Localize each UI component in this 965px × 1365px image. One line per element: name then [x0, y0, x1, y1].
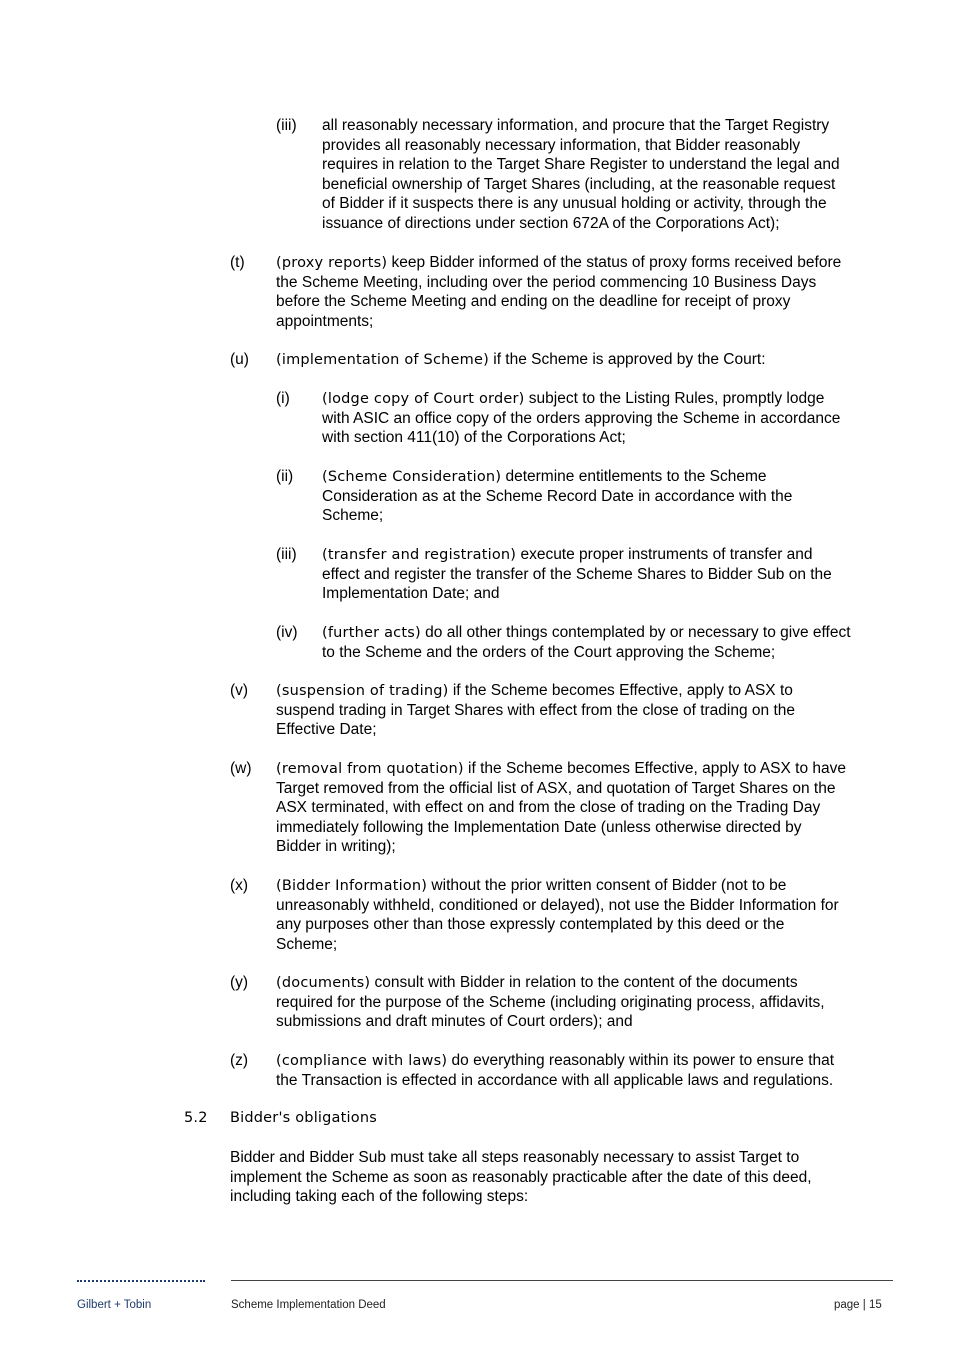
- footer-firm: Gilbert + Tobin: [77, 1299, 152, 1311]
- list-label-u-i: (i): [276, 390, 290, 407]
- item-y-line-3: submissions and draft minutes of Court orders); and: [276, 1013, 633, 1030]
- item-t-line-2: the Scheme Meeting, including over the period commencing 10 Business Days: [276, 273, 817, 291]
- item-x-line-4: Scheme;: [276, 935, 338, 953]
- list-label-iii-a: (iii): [276, 117, 297, 134]
- item-u-i-line-1: (lodge copy of Court order) subject to the Listing Rules, promptly lodge: [322, 390, 825, 407]
- footer-document-title: Scheme Implementation Deed: [231, 1299, 386, 1311]
- list-label-z: (z): [230, 1052, 249, 1069]
- item-w-line-4: immediately following the Implementation Date (unless otherwise directed by: [276, 818, 802, 836]
- item-w-line-2: Target removed from the official list of ASX, and quotation of Target Shares on the: [276, 779, 836, 797]
- item-u-heading: (implementation of Scheme): [276, 352, 489, 368]
- item-v-line-2: suspend trading in Target Shares with effect from the close of trading on the: [276, 701, 795, 719]
- item-u-iv-line-1: (further acts) do all other things contemplated by or necessary to give effect: [322, 624, 851, 641]
- item-u-ii-heading: (Scheme Consideration): [322, 469, 502, 485]
- list-label-w: (w): [230, 760, 252, 777]
- item-z-line-2: the Transaction is effected in accordance with all applicable laws and regulations.: [276, 1071, 834, 1089]
- item-z-line-1: (compliance with laws) do everything reasonably within its power to ensure that: [276, 1052, 835, 1069]
- item-u-iv-line-2: to the Scheme and the orders of the Court approving the Scheme;: [322, 643, 776, 661]
- item-u-line-1: (implementation of Scheme) if the Scheme is approved by the Court:: [276, 351, 766, 368]
- item-x-line-2: unreasonably withheld, conditioned or delayed), not use the Bidder Information for: [276, 896, 839, 914]
- item-u-i-line-2: with ASIC an office copy of the orders approving the Scheme in accordance: [322, 409, 841, 427]
- item-x-line-3: any purposes other than those expressly contemplated by this deed or the: [276, 916, 785, 933]
- footer-page-number: page | 15: [834, 1299, 882, 1311]
- section-number: 5.2: [184, 1110, 208, 1126]
- item-u-iii-line-1: (transfer and registration) execute proper instruments of transfer and: [322, 546, 813, 563]
- section-title: Bidder's obligations: [230, 1110, 377, 1126]
- item-u-ii-line-2: Consideration as at the Scheme Record Date in accordance with the: [322, 487, 793, 505]
- item-u-iv-heading: (further acts): [322, 625, 421, 641]
- list-label-x: (x): [230, 877, 249, 894]
- section-5-2-line-3: including taking each of the following steps:: [230, 1188, 529, 1205]
- item-u-iii-line-2: effect and register the transfer of the Scheme Shares to Bidder Sub on the: [322, 565, 832, 583]
- item-iii-a-line-1: all reasonably necessary information, and procure that the Target Registry: [322, 117, 830, 134]
- item-v-line-1: (suspension of trading) if the Scheme becomes Effective, apply to ASX to: [276, 682, 793, 699]
- item-y-line-2: required for the purpose of the Scheme (including originating process, affidavits,: [276, 993, 825, 1011]
- item-t-line-4: appointments;: [276, 312, 374, 330]
- item-u-i-heading: (lodge copy of Court order): [322, 391, 525, 407]
- item-x-line-1: (Bidder Information) without the prior written consent of Bidder (not to be: [276, 877, 787, 894]
- item-w-line-1: (removal from quotation) if the Scheme becomes Effective, apply to ASX to have: [276, 760, 847, 777]
- item-x-heading: (Bidder Information): [276, 878, 428, 894]
- list-label-y: (y): [230, 974, 249, 991]
- item-iii-a-line-6: issuance of directions under section 672A of the Corporations Act);: [322, 214, 780, 232]
- list-label-v: (v): [230, 682, 249, 699]
- section-5-2-line-1: Bidder and Bidder Sub must take all steps reasonably necessary to assist Target to: [230, 1149, 800, 1166]
- item-v-line-3: Effective Date;: [276, 721, 377, 738]
- list-label-t: (t): [230, 254, 245, 271]
- footer-dotted-rule: [77, 1280, 205, 1282]
- item-iii-a-line-3: requires in relation to the Target Share Register to understand the legal and: [322, 156, 840, 173]
- list-label-u-ii: (ii): [276, 468, 294, 485]
- item-u-ii-line-3: Scheme;: [322, 507, 384, 524]
- list-label-u: (u): [230, 351, 249, 368]
- footer-rule: [231, 1280, 893, 1281]
- item-u-i-line-3: with section 411(10) of the Corporations Act;: [322, 429, 626, 446]
- item-t-line-1: (proxy reports) keep Bidder informed of the status of proxy forms received before: [276, 254, 842, 271]
- item-y-line-1: (documents) consult with Bidder in relation to the content of the documents: [276, 974, 798, 991]
- item-v-heading: (suspension of trading): [276, 683, 449, 699]
- item-z-heading: (compliance with laws): [276, 1053, 448, 1069]
- item-t-heading: (proxy reports): [276, 255, 388, 271]
- item-y-heading: (documents): [276, 975, 371, 991]
- section-5-2-line-2: implement the Scheme as soon as reasonably practicable after the date of this deed,: [230, 1168, 812, 1186]
- item-u-iii-line-3: Implementation Date; and: [322, 585, 500, 602]
- item-t-line-3: before the Scheme Meeting and ending on the deadline for receipt of proxy: [276, 293, 791, 310]
- list-label-u-iii: (iii): [276, 546, 297, 563]
- item-iii-a-line-2: provides all reasonably necessary information, that Bidder reasonably: [322, 136, 801, 154]
- item-w-heading: (removal from quotation): [276, 761, 464, 777]
- item-u-iii-heading: (transfer and registration): [322, 547, 517, 563]
- item-w-line-5: Bidder in writing);: [276, 838, 396, 855]
- item-w-line-3: ASX terminated, with effect on and from the close of trading on the Trading Day: [276, 799, 821, 816]
- list-label-u-iv: (iv): [276, 624, 298, 641]
- item-u-ii-line-1: (Scheme Consideration) determine entitlements to the Scheme: [322, 468, 767, 485]
- item-iii-a-line-4: beneficial ownership of Target Shares (including, at the reasonable request: [322, 175, 836, 193]
- item-iii-a-line-5: of Bidder if it suspects there is any unusual holding or activity, through the: [322, 195, 827, 212]
